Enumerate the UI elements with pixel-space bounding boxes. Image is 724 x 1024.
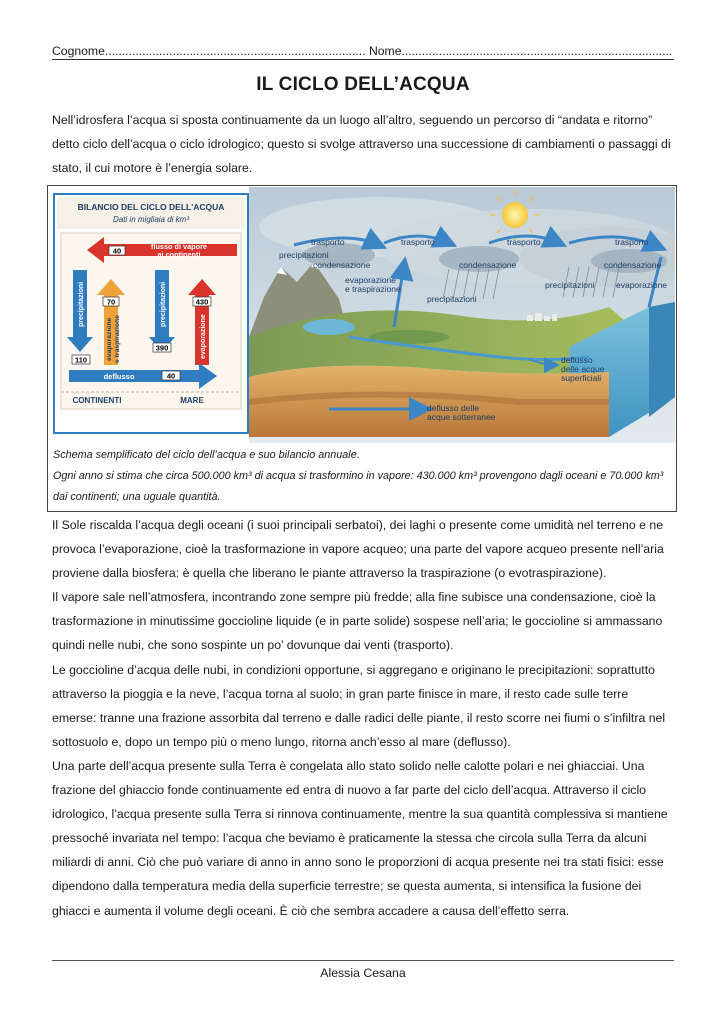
runoff-label: deflusso bbox=[103, 372, 135, 381]
precipitation-label: precipitazioni bbox=[427, 294, 477, 304]
lake bbox=[303, 319, 355, 335]
sea-evaporation-value: 430 bbox=[195, 297, 209, 307]
balance-subtitle: Dati in migliaia di km³ bbox=[112, 215, 190, 224]
land-evaporation-label: evaporazione bbox=[106, 317, 113, 361]
vapor-flux-value: 40 bbox=[112, 246, 122, 256]
body-paragraph: Il Sole riscalda l’acqua degli oceani (i suoi principali serbatoi), dei laghi o presente come umidità nel terreno e ne provoca l’evaporazione, cioè la trasformazione in vapore acqueo; una parte del vapore acqueo presente nell’aria proviene dalla biosfera: è quella che liberano le piante attraverso la traspirazione (o evotraspirazione). bbox=[52, 518, 664, 581]
author-footer: Alessia Cesana bbox=[320, 966, 406, 980]
precipitation-label: precipitazioni bbox=[279, 250, 329, 260]
water-cycle-illustration bbox=[49, 187, 675, 443]
groundwater-runoff-label: deflusso delle bbox=[427, 403, 479, 413]
runoff-value: 40 bbox=[166, 371, 176, 381]
land-evaporation-value: 70 bbox=[106, 297, 116, 307]
sea-precipitation-value: 390 bbox=[155, 343, 169, 353]
footer-rule bbox=[52, 960, 674, 961]
surface-runoff-label: delle acque bbox=[561, 364, 605, 374]
body-paragraph: Una parte dell’acqua presente sulla Terra è congelata allo stato solido nelle calotte polari e nei ghiacciai. Una frazione del ghiaccio fonde continuamente ed entra di nuovo a far parte del ciclo dell’acqua. Attraverso il ciclo idrologico, l’acqua presente sulla Terra si rinnova continuamente, mentre la sua quantità complessiva si mantiene pressoché invariata nel tempo: l’acqua che beviamo è praticamente la stessa che circola sulla Terra da alcuni miliardi di anni. Ciò che può variare di anno in anno sono le proporzioni di acqua presente nei tra stati fisici: esse dipendono dalla temperatura media della superficie terrestre; se questa aumenta, si intensifica la fusione dei ghiacci e aumenta il volume degli oceani. È ciò che sembra accadere a causa dell’effetto serra. bbox=[52, 758, 668, 918]
continents-label: CONTINENTI bbox=[72, 396, 122, 405]
transport-label: trasporto bbox=[615, 237, 649, 247]
evaporation-label: evaporazione bbox=[616, 280, 668, 290]
groundwater-runoff-label: acque sotterranee bbox=[427, 412, 496, 422]
condensation-label: condensazione bbox=[459, 260, 517, 270]
sea-precipitation-label: precipitazioni bbox=[160, 281, 167, 327]
transport-label: trasporto bbox=[507, 237, 541, 247]
figure-caption bbox=[53, 445, 671, 508]
caption-line: Schema semplificato del ciclo dell’acqua e suo bilancio annuale. bbox=[53, 449, 360, 461]
evap-transp-label: e traspirazione bbox=[345, 284, 401, 294]
evap-transp-label: evaporazione bbox=[345, 275, 397, 285]
page-title: IL CICLO DELL’ACQUA bbox=[256, 74, 470, 95]
name-surname-line: Cognome............................................................................. Nome................................................................................ bbox=[52, 44, 673, 58]
land-precipitation-label: precipitazioni bbox=[78, 281, 85, 327]
sea-evaporation-label: evaporazione bbox=[200, 314, 207, 359]
body-text bbox=[52, 513, 674, 923]
condensation-label: condensazione bbox=[604, 260, 662, 270]
sea-label: MARE bbox=[180, 396, 204, 405]
water-cycle-figure bbox=[47, 185, 677, 512]
body-paragraph: Le goccioline d’acqua delle nubi, in condizioni opportune, si aggregano e originano le precipitazioni: soprattutto attraverso la pioggia e la neve, l’acqua torna al suolo; in gran parte finisce in mare, il resto cade sulle terre emerse: tranne una frazione assorbita dal terreno e dalle radici delle piante, il resto scorre nei fiumi o s’infiltra nel sottosuolo e, dopo un tempo più o meno lungo, ritorna anch’esso al mare (deflusso). bbox=[52, 662, 666, 749]
land-precipitation-value: 110 bbox=[74, 355, 88, 365]
surface-runoff-label: superficiali bbox=[561, 373, 602, 383]
land-evaporation-label: e traspirazione bbox=[114, 315, 121, 363]
precipitation-label: precipitazioni bbox=[545, 280, 595, 290]
condensation-label: condensazione bbox=[313, 260, 371, 270]
caption-line: Ogni anno si stima che circa 500.000 km³ di acqua si trasformino in vapore: 430.000 km³ provengono dagli oceani e 70.000 km³ dai continenti; una uguale quantità. bbox=[53, 470, 664, 503]
water-balance-inset bbox=[54, 194, 248, 433]
balance-title: BILANCIO DEL CICLO DELL'ACQUA bbox=[77, 202, 225, 212]
body-paragraph: Il vapore sale nell’atmosfera, incontrando zone sempre più fredde; alla fine subisce una condensazione, cioè la trasformazione in minutissime goccioline liquide (e in parte solide) sospese nell’aria; le goccioline si ammassano quindi nelle nubi, che sono sospinte un po’ dovunque dai venti (trasporto). bbox=[52, 590, 663, 653]
transport-label: trasporto bbox=[401, 237, 435, 247]
transport-label: trasporto bbox=[311, 237, 345, 247]
vapor-flux-label: flusso di vapore bbox=[151, 242, 207, 251]
vapor-flux-label: ai continenti bbox=[157, 250, 201, 259]
surface-runoff-label: deflusso bbox=[561, 355, 593, 365]
intro-paragraph: Nell’idrosfera l’acqua si sposta continuamente da un luogo all’altro, seguendo un percorso di “andata e ritorno” detto ciclo dell’acqua o ciclo idrologico; questo si svolge attraverso una successione di cambiamenti o passaggi di stato, il cui motore è l’energia solare. bbox=[52, 113, 671, 175]
header-rule bbox=[52, 59, 674, 60]
